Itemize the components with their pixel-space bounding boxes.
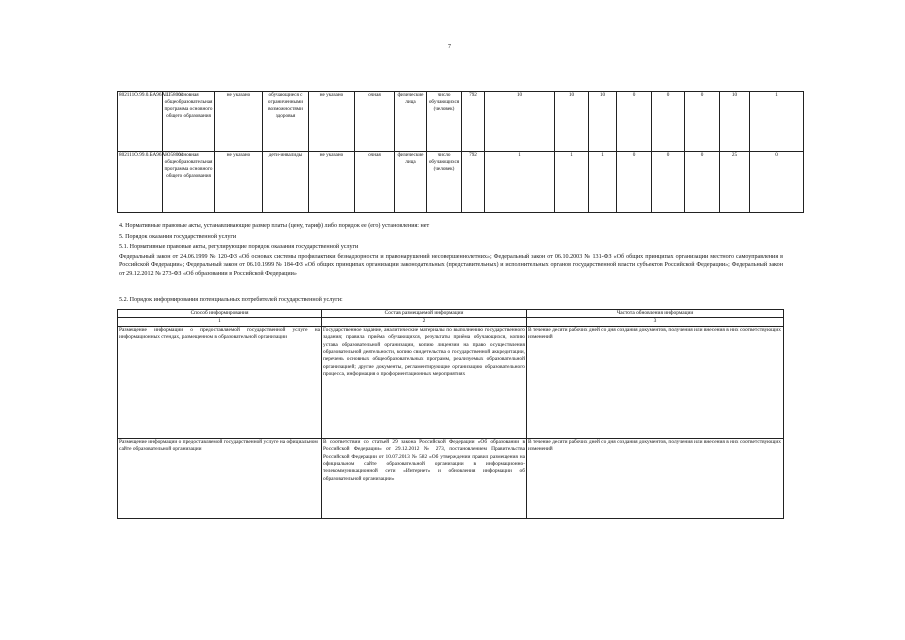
page-number: 7 <box>448 44 451 50</box>
table-cell: не указано <box>215 92 263 152</box>
table-cell: 792 <box>462 152 485 213</box>
table-cell: основная общеобразовательная программа основного общего образования <box>163 152 215 213</box>
information-method: Размещение информации о предоставляемой государственной услуге на информационных стендах, размещенном в образовательной организации <box>118 326 322 438</box>
table-cell: 10 <box>555 92 589 152</box>
column-header: Частота обновления информации <box>527 310 784 318</box>
table-cell: 0 <box>750 152 804 213</box>
table-cell: 802111О.99.0.БА96АШ58001 <box>118 92 163 152</box>
table-row <box>118 152 804 213</box>
column-number: 1 <box>118 318 322 326</box>
table-cell: 1 <box>485 152 555 213</box>
table-cell: 1 <box>750 92 804 152</box>
service-volume-table <box>117 91 804 213</box>
table-cell: не указано <box>215 152 263 213</box>
table-cell: 0 <box>685 152 720 213</box>
table-cell: 0 <box>685 92 720 152</box>
table-cell: не указано <box>309 92 355 152</box>
table-cell: 25 <box>720 152 750 213</box>
table-cell: 0 <box>617 92 652 152</box>
normative-acts-paragraph: Федеральный закон от 24.06.1999 № 120-ФЗ «Об основах системы профилактики безнадзорности и правонарушений несовершеннолетних»; Федеральный закон от 06.10.2003 № 131-ФЗ «Об общих принципах организации местного самоуправления в Российской Федерации»; Федеральный закон от 06.10.1999 № 184-ФЗ «Об общих принципах организации законодательных (представительных) и исполнительных органов государственной власти субъектов Российской Федерации»; Федеральный закон от 29.12.2012 № 273-ФЗ «Об образовании в Российской Федерации» <box>119 254 783 277</box>
table-cell: очная <box>355 92 395 152</box>
table-cell: число обучающихся (человек) <box>427 152 462 213</box>
table-cell: 10 <box>589 92 617 152</box>
update-frequency: В течение десяти рабочих дней со дня создания документов, получения или внесения в них соответствующих изменений <box>527 438 784 518</box>
table-cell: 1 <box>555 152 589 213</box>
table-header-row <box>118 310 784 318</box>
table-row <box>118 326 784 438</box>
information-method: Размещение информации о предоставляемой государственной услуге на официальном сайте образовательной организации <box>118 438 322 518</box>
column-number: 2 <box>322 318 527 326</box>
information-table <box>117 309 784 519</box>
table-row <box>118 92 804 152</box>
table-cell: число обучающихся (человек) <box>427 92 462 152</box>
table-cell: 0 <box>652 92 685 152</box>
table-cell: 1 <box>589 152 617 213</box>
section-5-2-heading: 5.2. Порядок информирования потенциальных потребителей государственной услуги: <box>119 297 343 303</box>
information-content: В соответствии со статьей 29 закона Российской Федерации «Об образовании в Российской Федерации» от 29.12.2012 № 273, постановлением Правительства Российской Федерации от 10.07.2013 № 582 «Об утверждении правил размещения на официальном сайте образовательной организации в информационно-телекоммуникационной сети «Интернет» и обновления информации об образовательной организации» <box>322 438 527 518</box>
table-cell: основная общеобразовательная программа основного общего образования <box>163 92 215 152</box>
table-cell: дети-инвалиды <box>263 152 309 213</box>
section-4-paragraph: 4. Нормативные правовые акты, устанавливающие размер платы (цену, тариф) либо порядок ее (его) установления: нет <box>119 223 430 229</box>
section-5-1-heading: 5.1. Нормативные правовые акты, регулирующие порядок оказания государственной услуги <box>119 244 359 250</box>
column-header: Способ информирования <box>118 310 322 318</box>
table-cell: обучающиеся с ограниченными возможностями здоровья <box>263 92 309 152</box>
table-cell: очная <box>355 152 395 213</box>
table-cell: физические лица <box>395 152 427 213</box>
table-cell: физические лица <box>395 92 427 152</box>
table-cell: не указано <box>309 152 355 213</box>
column-header: Состав размещаемой информации <box>322 310 527 318</box>
update-frequency: В течение десяти рабочих дней со дня создания документов, получения или внесения в них соответствующих изменений <box>527 326 784 438</box>
information-content: Государственное задание, аналитические материалы по выполнению государственного задания; правила приёма обучающихся, результаты приёма обучающихся, копию устава образовательной организации, копию лицензии на право осуществления образовательной деятельности, копию свидетельства о государственной аккредитации, перечень основных общеобразовательных программ, реализуемых образовательной организацией; другие документы, регламентирующие организацию образовательного процесса, информация о профориентационных мероприятиях <box>322 326 527 438</box>
table-row <box>118 438 784 518</box>
table-cell: 0 <box>617 152 652 213</box>
section-5-heading: 5. Порядок оказания государственной услуги <box>119 234 237 240</box>
column-number: 3 <box>527 318 784 326</box>
table-number-row <box>118 318 784 326</box>
table-cell: 0 <box>652 152 685 213</box>
table-cell: 802111О.99.0.БА96АЮ58001 <box>118 152 163 213</box>
table-cell: 10 <box>485 92 555 152</box>
table-cell: 10 <box>720 92 750 152</box>
table-cell: 792 <box>462 92 485 152</box>
